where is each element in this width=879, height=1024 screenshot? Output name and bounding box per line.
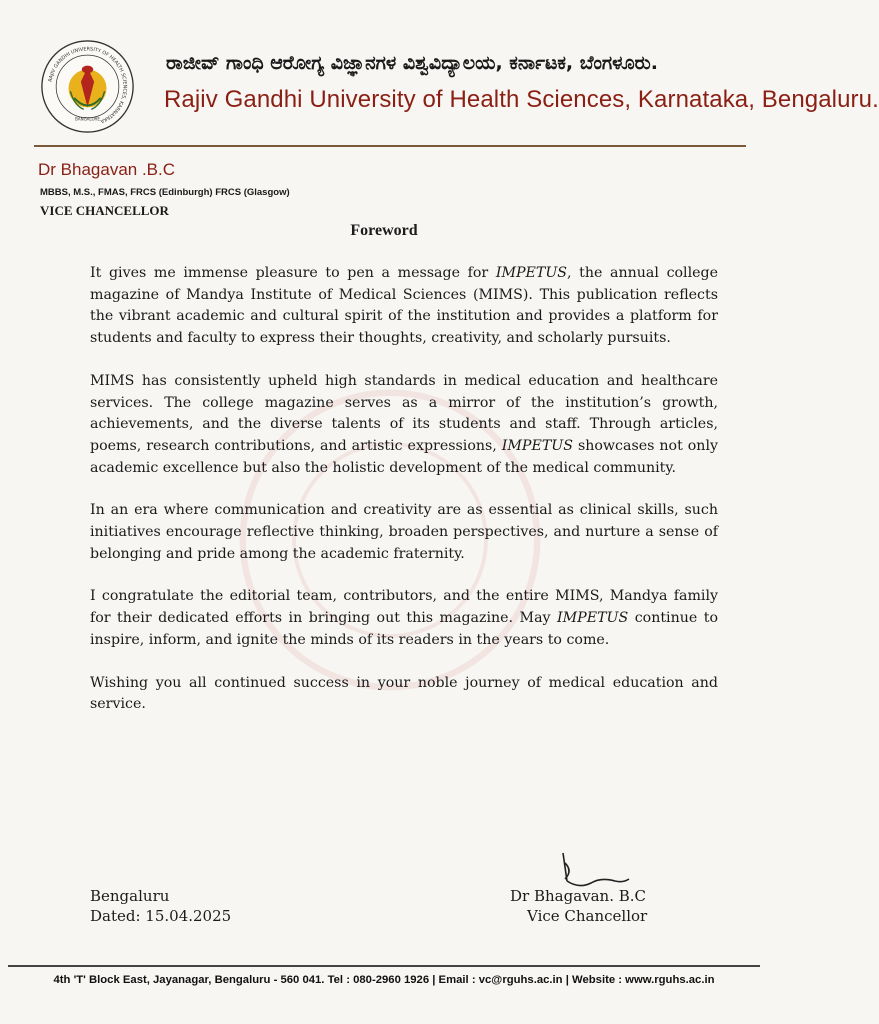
university-name-kannada: ರಾಜೀವ್ ಗಾಂಧಿ ಆರೋಗ್ಯ ವಿಜ್ಞಾನಗಳ ವಿಶ್ವವಿದ್ಯಾಲಯ, ಕರ್ನಾಟಕ, ಬೆಂಗಳೂರು.: [166, 52, 658, 74]
magazine-name: IMPETUS: [501, 437, 573, 454]
signatory-name: Dr Bhagavan. B.C: [510, 887, 647, 905]
magazine-name: IMPETUS: [557, 610, 629, 627]
place: Bengaluru: [90, 887, 170, 905]
place-and-date: [90, 886, 231, 926]
footer-contact: 4th 'T' Block East, Jayanagar, Bengaluru - 560 041. Tel : 080-2960 1926 | Email : vc@rguhs.ac.in | Website : www.rguhs.ac.in: [53, 974, 715, 986]
document-title: Foreword: [350, 222, 418, 239]
sender-qualifications: MBBS, M.S., FMAS, FRCS (Edinburgh) FRCS (Glasgow): [40, 187, 290, 198]
university-seal-logo: [40, 39, 135, 134]
sender-name: Dr Bhagavan .B.C: [38, 160, 176, 179]
university-name-english: Rajiv Gandhi University of Health Sciences, Karnataka, Bengaluru.: [164, 86, 879, 113]
seal-city-text: BANGALORE: [75, 116, 100, 122]
header-divider: [34, 145, 746, 147]
magazine-name: IMPETUS: [495, 265, 568, 281]
date: Dated: 15.04.2025: [90, 907, 232, 925]
paragraph-1: It gives me immense pleasure to pen a message for IMPETUS, the annual college magazine of Mandya Institute of Medical Sciences (MIMS). This publication reflects the vibrant academic and cultural spirit of the institution and provides a platform for students and faculty to express their thoughts, creativity, and scholarly pursuits.: [90, 265, 719, 347]
paragraph-5: Wishing you all continued success in your noble journey of medical education and service.: [90, 674, 718, 713]
seal-ring-text: RAJIV GANDHI UNIVERSITY OF HEALTH SCIENCES, KARNATAKA: [47, 46, 128, 125]
paragraph-3: In an era where communication and creativity are as essential as clinical skills, such initiatives encourage reflective thinking, broaden perspectives, and nurture a sense of belonging and pride among the academic fraternity.: [90, 502, 718, 562]
sender-title: VICE CHANCELLOR: [40, 203, 169, 218]
foreword-body: [90, 263, 718, 737]
paragraph-4: I congratulate the editorial team, contributors, and the entire MIMS, Mandya family for their dedicated efforts in bringing out this magazine. May IMPETUS continue to inspire, inform, and ignite the minds of its readers in the years to come.: [90, 588, 718, 648]
paragraph-2: MIMS has consistently upheld high standards in medical education and healthcare services. The college magazine serves as a mirror of the institution’s growth, achievements, and the diverse talents of its students and staff. Through articles, poems, research contributions, and artistic expressions, IMPETUS showcases not only academic excellence but also the holistic development of the medical community.: [90, 372, 718, 476]
signatory-title: Vice Chancellor: [527, 907, 648, 925]
footer-divider: [8, 965, 760, 967]
